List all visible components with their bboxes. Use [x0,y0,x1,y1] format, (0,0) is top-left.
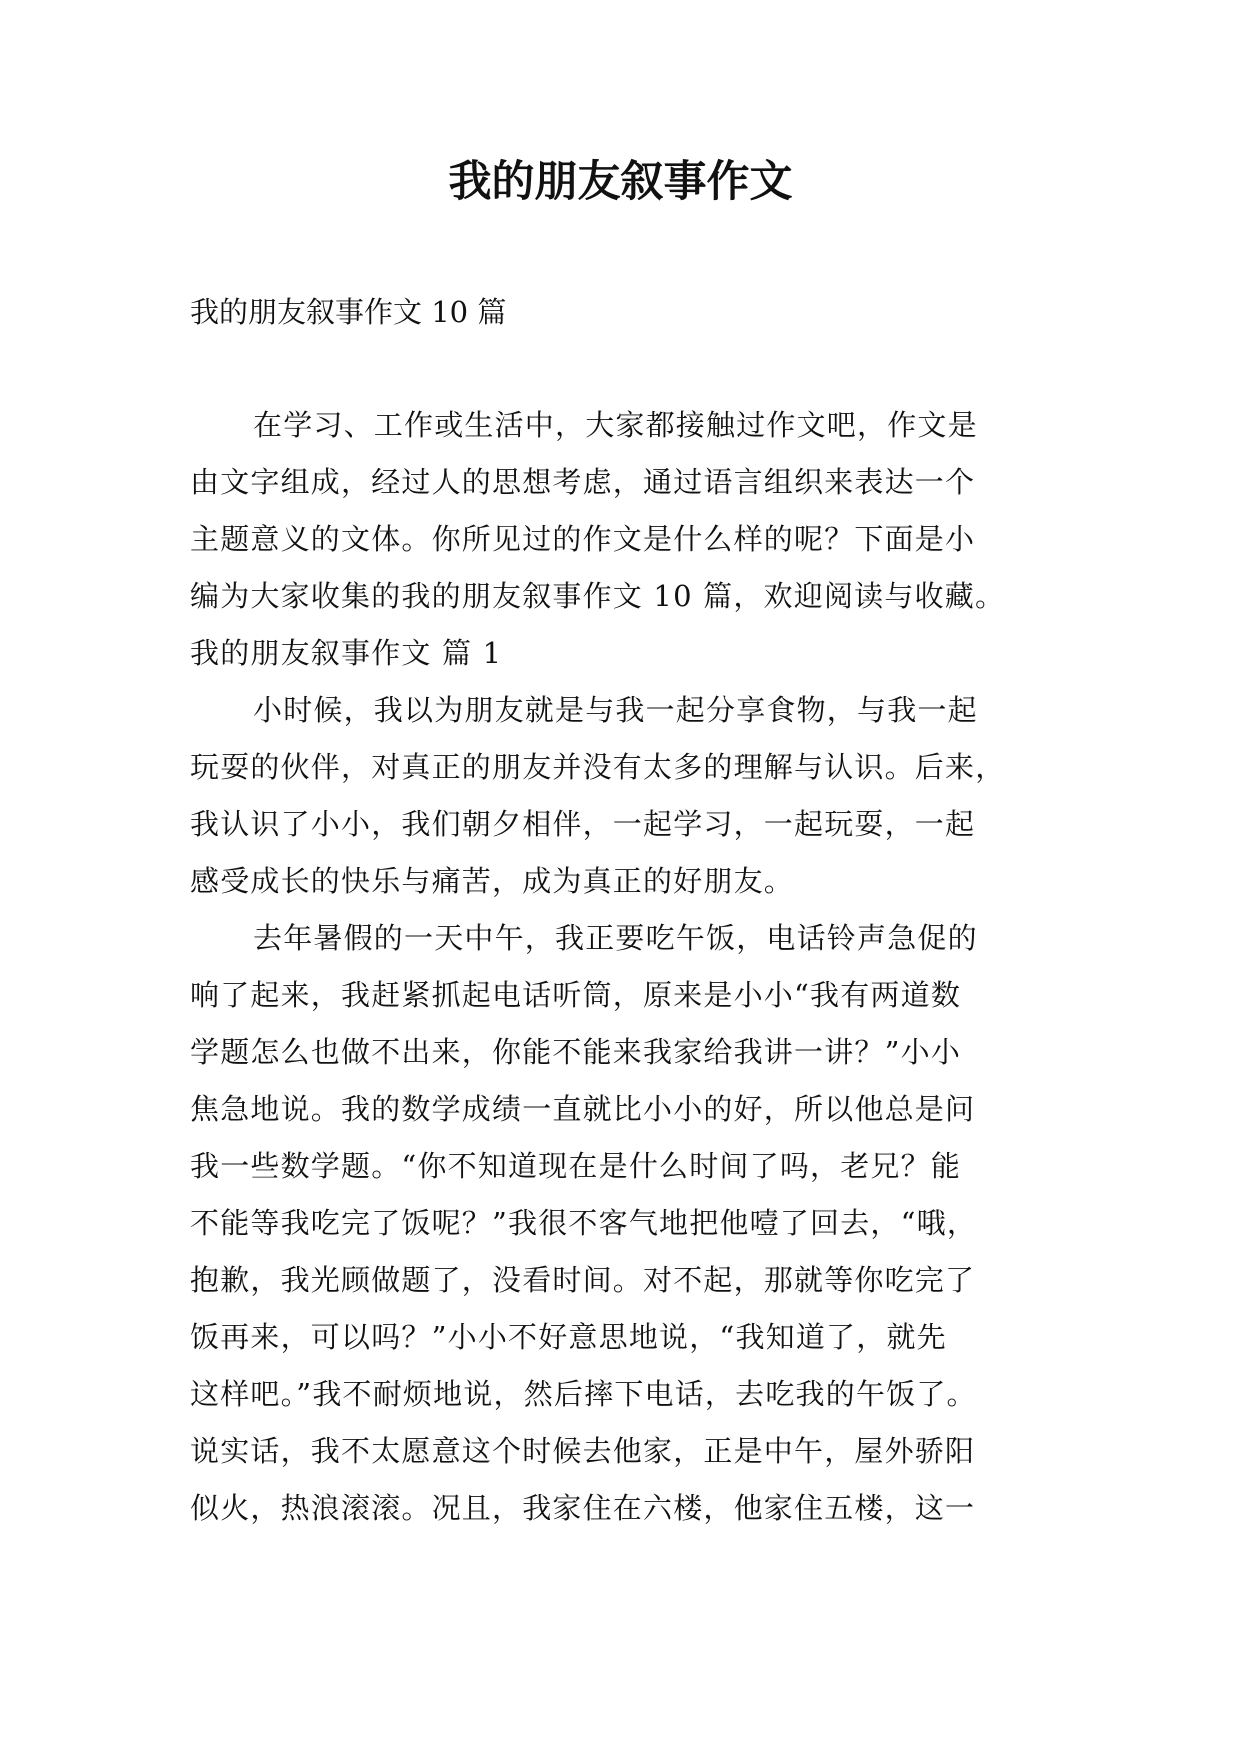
text-line: 编为大家收集的我的朋友叙事作文 10 篇，欢迎阅读与收藏。 [190,579,1006,613]
text-line: 不能等我吃完了饭呢？”我很不客气地把他噎了回去，“哦， [190,1206,978,1240]
text-line: 玩耍的伙伴，对真正的朋友并没有太多的理解与认识。后来， [190,750,1006,784]
text-line: 学题怎么也做不出来，你能不能来我家给我讲一讲？”小小 [190,1035,962,1069]
text-line: 焦急地说。我的数学成绩一直就比小小的好，所以他总是问 [190,1092,976,1126]
text-line: 我一些数学题。“你不知道现在是什么时间了吗，老兄？能 [190,1149,962,1183]
text-line: 抱歉，我光顾做题了，没看时间。对不起，那就等你吃完了 [190,1263,976,1297]
text-line: 感受成长的快乐与痛苦，成为真正的好朋友。 [190,864,795,898]
text-line: 我认识了小小，我们朝夕相伴，一起学习，一起玩耍，一起 [190,807,976,841]
document-subtitle: 我的朋友叙事作文 10 篇 [190,295,507,329]
text-line: 在学习、工作或生活中，大家都接触过作文吧，作文是 [253,408,978,442]
text-line: 小时候，我以为朋友就是与我一起分享食物，与我一起 [253,693,978,727]
text-line: 由文字组成，经过人的思想考虑，通过语言组织来表达一个 [190,465,976,499]
document-title: 我的朋友叙事作文 [448,157,793,207]
text-line: 似火，热浪滚滚。况且，我家住在六楼，他家住五楼，这一 [190,1491,976,1525]
document-body [190,405,1070,1545]
text-line: 主题意义的文体。你所见过的作文是什么样的呢？下面是小 [190,522,976,556]
text-line: 去年暑假的一天中午，我正要吃午饭，电话铃声急促的 [253,921,978,955]
text-line: 饭再来，可以吗？”小小不好意思地说，“我知道了，就先 [190,1320,947,1354]
text-line: 这样吧。”我不耐烦地说，然后摔下电话，去吃我的午饭了。 [190,1377,977,1411]
text-line: 说实话，我不太愿意这个时候去他家，正是中午，屋外骄阳 [190,1434,976,1468]
text-line: 响了起来，我赶紧抓起电话听筒，原来是小小“我有两道数 [190,978,962,1012]
text-line: 我的朋友叙事作文 篇 1 [190,636,503,670]
